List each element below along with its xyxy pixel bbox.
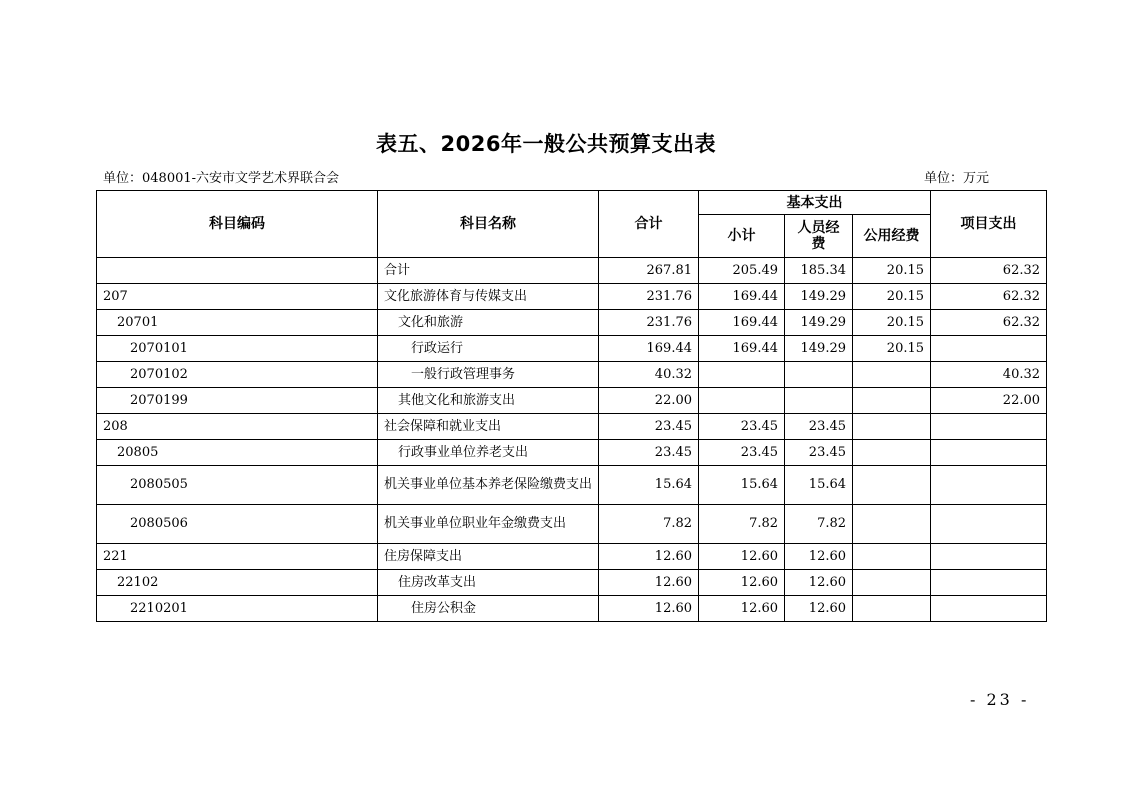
row-subtotal: 169.44 xyxy=(699,336,785,362)
row-personnel: 149.29 xyxy=(785,336,853,362)
row-project xyxy=(931,466,1047,505)
row-subtotal: 12.60 xyxy=(699,544,785,570)
row-subtotal: 169.44 xyxy=(699,284,785,310)
row-name: 合计 xyxy=(378,258,599,284)
table-row xyxy=(97,258,1047,284)
row-public xyxy=(853,544,931,570)
row-project: 22.00 xyxy=(931,388,1047,414)
row-total: 12.60 xyxy=(599,570,699,596)
row-code: 22102 xyxy=(97,570,378,596)
table-row xyxy=(97,544,1047,570)
header-basic: 基本支出 xyxy=(699,191,931,215)
row-name: 住房保障支出 xyxy=(378,544,599,570)
row-public: 20.15 xyxy=(853,258,931,284)
row-code: 2080505 xyxy=(97,466,378,505)
header-personnel: 人员经费 xyxy=(785,215,853,258)
unit-organization: 单位：048001-六安市文学艺术界联合会 xyxy=(103,171,340,186)
row-code xyxy=(97,258,378,284)
row-code: 2070101 xyxy=(97,336,378,362)
row-total: 7.82 xyxy=(599,505,699,544)
row-personnel xyxy=(785,362,853,388)
row-personnel: 12.60 xyxy=(785,544,853,570)
table-row xyxy=(97,336,1047,362)
table-row xyxy=(97,414,1047,440)
row-public xyxy=(853,388,931,414)
row-subtotal xyxy=(699,388,785,414)
row-total: 231.76 xyxy=(599,310,699,336)
row-total: 40.32 xyxy=(599,362,699,388)
row-public: 20.15 xyxy=(853,284,931,310)
row-name: 其他文化和旅游支出 xyxy=(378,388,599,414)
row-code: 20805 xyxy=(97,440,378,466)
row-subtotal: 12.60 xyxy=(699,596,785,622)
row-personnel: 149.29 xyxy=(785,310,853,336)
row-name: 社会保障和就业支出 xyxy=(378,414,599,440)
table-row xyxy=(97,505,1047,544)
row-project xyxy=(931,336,1047,362)
row-project xyxy=(931,544,1047,570)
table-row xyxy=(97,570,1047,596)
budget-table xyxy=(96,190,1047,622)
header-name: 科目名称 xyxy=(378,191,599,258)
row-code: 207 xyxy=(97,284,378,310)
row-name: 文化和旅游 xyxy=(378,310,599,336)
row-subtotal: 169.44 xyxy=(699,310,785,336)
row-total: 12.60 xyxy=(599,544,699,570)
row-personnel: 7.82 xyxy=(785,505,853,544)
unit-currency: 单位：万元 xyxy=(923,171,989,186)
row-personnel: 15.64 xyxy=(785,466,853,505)
table-row xyxy=(97,440,1047,466)
table-row xyxy=(97,310,1047,336)
row-public: 20.15 xyxy=(853,336,931,362)
row-personnel: 185.34 xyxy=(785,258,853,284)
table-row xyxy=(97,362,1047,388)
row-subtotal xyxy=(699,362,785,388)
row-total: 15.64 xyxy=(599,466,699,505)
row-name: 住房公积金 xyxy=(378,596,599,622)
table-row xyxy=(97,284,1047,310)
row-personnel xyxy=(785,388,853,414)
row-subtotal: 7.82 xyxy=(699,505,785,544)
row-public xyxy=(853,466,931,505)
row-personnel: 149.29 xyxy=(785,284,853,310)
row-public xyxy=(853,505,931,544)
table-row xyxy=(97,388,1047,414)
row-project: 62.32 xyxy=(931,284,1047,310)
table-title: 表五、2026年一般公共预算支出表 xyxy=(376,132,716,156)
row-code: 2210201 xyxy=(97,596,378,622)
row-project: 62.32 xyxy=(931,310,1047,336)
row-personnel: 12.60 xyxy=(785,596,853,622)
row-name: 机关事业单位基本养老保险缴费支出 xyxy=(378,466,599,505)
row-total: 22.00 xyxy=(599,388,699,414)
row-project: 62.32 xyxy=(931,258,1047,284)
header-subtotal: 小计 xyxy=(699,215,785,258)
row-project xyxy=(931,505,1047,544)
row-subtotal: 23.45 xyxy=(699,440,785,466)
row-project: 40.32 xyxy=(931,362,1047,388)
row-public xyxy=(853,570,931,596)
row-public xyxy=(853,440,931,466)
row-name: 一般行政管理事务 xyxy=(378,362,599,388)
table-row xyxy=(97,466,1047,505)
row-name: 住房改革支出 xyxy=(378,570,599,596)
row-total: 169.44 xyxy=(599,336,699,362)
row-public: 20.15 xyxy=(853,310,931,336)
page-number: - 23 - xyxy=(970,690,1030,709)
row-public xyxy=(853,362,931,388)
row-subtotal: 23.45 xyxy=(699,414,785,440)
row-personnel: 12.60 xyxy=(785,570,853,596)
row-total: 12.60 xyxy=(599,596,699,622)
header-code: 科目编码 xyxy=(97,191,378,258)
row-total: 267.81 xyxy=(599,258,699,284)
row-public xyxy=(853,414,931,440)
row-name: 行政事业单位养老支出 xyxy=(378,440,599,466)
row-code: 2070199 xyxy=(97,388,378,414)
header-public: 公用经费 xyxy=(853,215,931,258)
row-project xyxy=(931,570,1047,596)
row-personnel: 23.45 xyxy=(785,440,853,466)
row-project xyxy=(931,414,1047,440)
row-code: 2070102 xyxy=(97,362,378,388)
row-total: 23.45 xyxy=(599,414,699,440)
row-code: 221 xyxy=(97,544,378,570)
header-total: 合计 xyxy=(599,191,699,258)
row-project xyxy=(931,596,1047,622)
row-subtotal: 15.64 xyxy=(699,466,785,505)
row-subtotal: 205.49 xyxy=(699,258,785,284)
row-personnel: 23.45 xyxy=(785,414,853,440)
row-code: 20701 xyxy=(97,310,378,336)
header-project: 项目支出 xyxy=(931,191,1047,258)
row-name: 文化旅游体育与传媒支出 xyxy=(378,284,599,310)
row-public xyxy=(853,596,931,622)
row-total: 23.45 xyxy=(599,440,699,466)
table-row xyxy=(97,596,1047,622)
row-name: 行政运行 xyxy=(378,336,599,362)
row-name: 机关事业单位职业年金缴费支出 xyxy=(378,505,599,544)
row-subtotal: 12.60 xyxy=(699,570,785,596)
row-total: 231.76 xyxy=(599,284,699,310)
row-code: 2080506 xyxy=(97,505,378,544)
row-code: 208 xyxy=(97,414,378,440)
row-project xyxy=(931,440,1047,466)
